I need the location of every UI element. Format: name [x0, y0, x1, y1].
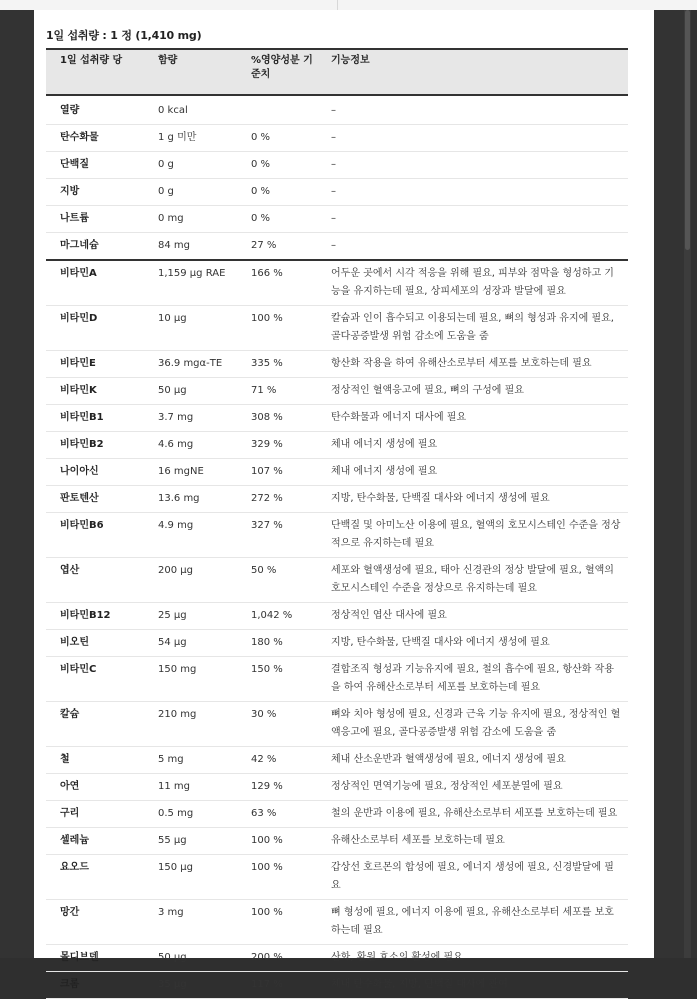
nutrient-function: 체내 산소운반과 혈액생성에 필요, 에너지 생성에 필요 [317, 747, 628, 774]
table-row [46, 179, 628, 206]
nutrient-daily-value: 200 % [237, 945, 317, 972]
nutrient-daily-value: 335 % [237, 351, 317, 378]
nutrient-daily-value: 1,042 % [237, 603, 317, 630]
nutrient-amount: 54 µg [144, 630, 237, 657]
nutrient-name: 비타민B6 [46, 513, 144, 558]
nutrient-function: 체내 탄수화물, 지방, 단백질 대사에 관여 [317, 972, 628, 999]
nutrient-function: – [317, 179, 628, 206]
nutrient-amount: 210 mg [144, 702, 237, 747]
nutrient-name: 비타민C [46, 657, 144, 702]
nutrient-name: 칼슘 [46, 702, 144, 747]
nutrient-daily-value: 329 % [237, 432, 317, 459]
nutrient-amount: 10 µg [144, 306, 237, 351]
nutrient-name: 구리 [46, 801, 144, 828]
nutrient-amount: 25 µg [144, 603, 237, 630]
table-row [46, 774, 628, 801]
nutrient-amount: 150 µg [144, 855, 237, 900]
nutrient-amount: 84 mg [144, 233, 237, 261]
nutrient-name: 철 [46, 747, 144, 774]
header-daily-value: %영양성분 기준치 [237, 49, 317, 95]
table-row [46, 657, 628, 702]
nutrient-daily-value: 166 % [237, 260, 317, 306]
nutrient-function: 뼈 형성에 필요, 에너지 이용에 필요, 유해산소로부터 세포를 보호하는데 필요 [317, 900, 628, 945]
table-row [46, 900, 628, 945]
nutrient-daily-value: 100 % [237, 855, 317, 900]
nutrient-name: 몰디브덴 [46, 945, 144, 972]
nutrient-name: 단백질 [46, 152, 144, 179]
table-row [46, 855, 628, 900]
nutrient-daily-value: 308 % [237, 405, 317, 432]
nutrient-amount: 11 mg [144, 774, 237, 801]
nutrient-function: – [317, 95, 628, 125]
nutrient-name: 비타민B1 [46, 405, 144, 432]
nutrition-table [46, 48, 628, 999]
nutrient-name: 비타민A [46, 260, 144, 306]
nutrient-daily-value: 50 % [237, 558, 317, 603]
nutrient-function: 체내 에너지 생성에 필요 [317, 459, 628, 486]
nutrient-amount: 0 g [144, 179, 237, 206]
table-row [46, 432, 628, 459]
nutrient-function: 항산화 작용을 하여 유해산소로부터 세포를 보호하는데 필요 [317, 351, 628, 378]
nutrient-function: 유해산소로부터 세포를 보호하는데 필요 [317, 828, 628, 855]
nutrient-function: – [317, 152, 628, 179]
table-row [46, 306, 628, 351]
nutrient-function: 정상적인 혈액응고에 필요, 뼈의 구성에 필요 [317, 378, 628, 405]
nutrient-amount: 0 mg [144, 206, 237, 233]
nutrient-amount: 3 mg [144, 900, 237, 945]
nutrient-amount: 36.9 mgα-TE [144, 351, 237, 378]
table-row [46, 459, 628, 486]
left-margin [0, 10, 34, 958]
nutrient-amount: 50 µg [144, 945, 237, 972]
nutrient-daily-value: 100 % [237, 900, 317, 945]
top-bar [0, 0, 697, 10]
table-row [46, 801, 628, 828]
nutrient-daily-value [237, 95, 317, 125]
header-amount: 함량 [144, 49, 237, 95]
nutrient-function: 정상적인 엽산 대사에 필요 [317, 603, 628, 630]
nutrient-name: 나이아신 [46, 459, 144, 486]
nutrient-function: 세포와 혈액생성에 필요, 태아 신경관의 정상 발달에 필요, 혈액의 호모시스테인 수준을 정상으로 유지하는데 필요 [317, 558, 628, 603]
nutrient-name: 탄수화물 [46, 125, 144, 152]
nutrient-name: 나트륨 [46, 206, 144, 233]
nutrient-function: 정상적인 면역기능에 필요, 정상적인 세포분열에 필요 [317, 774, 628, 801]
nutrient-function: 체내 에너지 생성에 필요 [317, 432, 628, 459]
nutrient-amount: 55 µg [144, 828, 237, 855]
nutrient-name: 판토텐산 [46, 486, 144, 513]
nutrient-amount: 50 µg [144, 378, 237, 405]
table-row [46, 351, 628, 378]
nutrient-function: 단백질 및 아미노산 이용에 필요, 혈액의 호모시스테인 수준을 정상적으로 유지하는데 필요 [317, 513, 628, 558]
nutrient-daily-value: 272 % [237, 486, 317, 513]
table-row [46, 486, 628, 513]
nutrient-name: 비타민E [46, 351, 144, 378]
table-row [46, 945, 628, 972]
nutrient-amount: 4.6 mg [144, 432, 237, 459]
nutrient-function: 탄수화물과 에너지 대사에 필요 [317, 405, 628, 432]
nutrient-amount: 150 mg [144, 657, 237, 702]
table-row [46, 125, 628, 152]
table-row [46, 152, 628, 179]
nutrient-daily-value: 150 % [237, 657, 317, 702]
table-row [46, 260, 628, 306]
nutrient-name: 비타민B2 [46, 432, 144, 459]
nutrient-daily-value: 117 % [237, 972, 317, 999]
nutrient-function: 철의 운반과 이용에 필요, 유해산소로부터 세포를 보호하는데 필요 [317, 801, 628, 828]
nutrient-function: 칼슘과 인이 흡수되고 이용되는데 필요, 뼈의 형성과 유지에 필요, 골다공증발생 위험 감소에 도움을 줌 [317, 306, 628, 351]
nutrient-amount: 200 µg [144, 558, 237, 603]
nutrient-daily-value: 0 % [237, 206, 317, 233]
nutrient-function: – [317, 125, 628, 152]
nutrient-daily-value: 327 % [237, 513, 317, 558]
nutrient-function: 지방, 탄수화물, 단백질 대사와 에너지 생성에 필요 [317, 630, 628, 657]
nutrient-daily-value: 71 % [237, 378, 317, 405]
nutrient-daily-value: 107 % [237, 459, 317, 486]
table-row [46, 828, 628, 855]
top-bar-divider [337, 0, 338, 10]
nutrient-daily-value: 0 % [237, 152, 317, 179]
table-row [46, 378, 628, 405]
nutrient-function: 어두운 곳에서 시각 적응을 위해 필요, 피부와 점막을 형성하고 기능을 유지하는데 필요, 상피세포의 성장과 발달에 필요 [317, 260, 628, 306]
table-row [46, 233, 628, 261]
table-row [46, 972, 628, 999]
table-row [46, 405, 628, 432]
nutrient-name: 비타민B12 [46, 603, 144, 630]
nutrient-amount: 35 µg [144, 972, 237, 999]
nutrient-name: 열량 [46, 95, 144, 125]
table-row [46, 603, 628, 630]
table-row [46, 630, 628, 657]
table-row [46, 702, 628, 747]
nutrient-amount: 3.7 mg [144, 405, 237, 432]
nutrient-name: 지방 [46, 179, 144, 206]
nutrient-amount: 1 g 미만 [144, 125, 237, 152]
nutrient-amount: 4.9 mg [144, 513, 237, 558]
nutrient-function: 결합조직 형성과 기능유지에 필요, 철의 흡수에 필요, 항산화 작용을 하여 유해산소로부터 세포를 보호하는데 필요 [317, 657, 628, 702]
nutrient-daily-value: 129 % [237, 774, 317, 801]
nutrient-name: 비타민D [46, 306, 144, 351]
nutrient-function: 뼈와 치아 형성에 필요, 신경과 근육 기능 유지에 필요, 정상적인 혈액응고에 필요, 골다공증발생 위험 감소에 도움을 줌 [317, 702, 628, 747]
nutrient-daily-value: 100 % [237, 306, 317, 351]
nutrient-function: 산화, 환원 효소의 활성에 필요 [317, 945, 628, 972]
nutrient-function: – [317, 233, 628, 261]
nutrient-name: 크롬 [46, 972, 144, 999]
nutrient-amount: 0 g [144, 152, 237, 179]
nutrient-daily-value: 0 % [237, 179, 317, 206]
nutrient-name: 아연 [46, 774, 144, 801]
header-function-info: 기능정보 [317, 49, 628, 95]
nutrient-daily-value: 100 % [237, 828, 317, 855]
nutrient-function: – [317, 206, 628, 233]
nutrient-function: 지방, 탄수화물, 단백질 대사와 에너지 생성에 필요 [317, 486, 628, 513]
nutrient-amount: 0 kcal [144, 95, 237, 125]
table-header-row [46, 49, 628, 95]
nutrient-daily-value: 30 % [237, 702, 317, 747]
nutrient-daily-value: 180 % [237, 630, 317, 657]
nutrient-daily-value: 0 % [237, 125, 317, 152]
nutrition-page [34, 10, 654, 990]
table-row [46, 747, 628, 774]
table-row [46, 513, 628, 558]
nutrient-function: 갑상선 호르몬의 합성에 필요, 에너지 생성에 필요, 신경발달에 필요 [317, 855, 628, 900]
nutrient-name: 마그네슘 [46, 233, 144, 261]
nutrient-name: 요오드 [46, 855, 144, 900]
nutrient-amount: 13.6 mg [144, 486, 237, 513]
daily-intake-title: 1일 섭취량 : 1 정 (1,410 mg) [46, 29, 202, 42]
nutrient-name: 망간 [46, 900, 144, 945]
scrollbar-thumb[interactable] [685, 10, 690, 250]
nutrient-name: 엽산 [46, 558, 144, 603]
table-row [46, 206, 628, 233]
nutrient-amount: 0.5 mg [144, 801, 237, 828]
header-serving: 1일 섭취량 당 [46, 49, 144, 95]
table-row [46, 558, 628, 603]
table-row [46, 95, 628, 125]
nutrient-name: 비오틴 [46, 630, 144, 657]
nutrient-amount: 1,159 µg RAE [144, 260, 237, 306]
nutrient-amount: 5 mg [144, 747, 237, 774]
nutrient-amount: 16 mgNE [144, 459, 237, 486]
nutrient-name: 셀레늄 [46, 828, 144, 855]
nutrient-daily-value: 42 % [237, 747, 317, 774]
nutrient-daily-value: 63 % [237, 801, 317, 828]
nutrient-name: 비타민K [46, 378, 144, 405]
nutrient-daily-value: 27 % [237, 233, 317, 261]
